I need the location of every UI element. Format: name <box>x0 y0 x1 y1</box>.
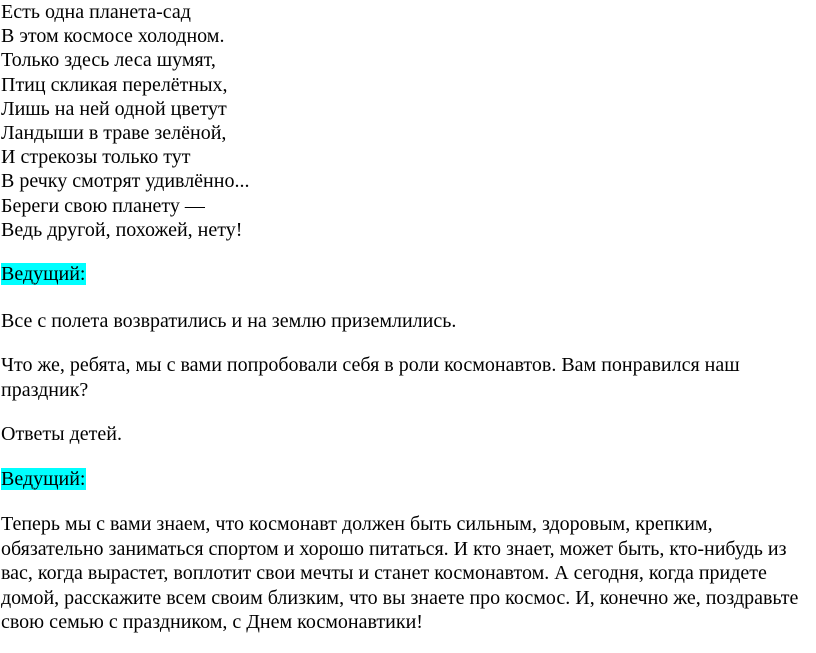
poem-line: Только здесь леса шумят, <box>1 49 216 72</box>
poem-line: Ведь другой, похожей, нету! <box>1 218 243 241</box>
poem-line: Птиц скликая перелётных, <box>1 73 228 96</box>
closing-paragraph: Теперь мы с вами знаем, что космонавт должен быть сильным, здоровым, крепким, обязательно заниматься спортом и хорошо питаться. И кто знает, может быть, кто-нибудь из вас, когда вырастет, воплотит свои мечты и станет космонавтом. А сегодня, когда придете домой, расскажите всем своим близким, что вы знаете про космос. И, конечно же, поздравьте свою семью с праздником, с Днем космонавтики! <box>1 513 799 633</box>
speaker-label: Ведущий: <box>1 263 86 285</box>
return-paragraph: Все с полета возвратились и на землю приземлились. <box>1 310 457 332</box>
poem-line: Ландыши в траве зелёной, <box>1 122 227 145</box>
speaker-label: Ведущий: <box>1 468 86 490</box>
poem-line: Береги свою планету — <box>1 194 205 217</box>
poem-line: В речку смотрят удивлённо... <box>1 170 250 193</box>
question-paragraph: Что же, ребята, мы с вами попробовали себя в роли космонавтов. Вам понравился наш праздник? <box>1 354 740 401</box>
poem-line: И стрекозы только тут <box>1 146 191 169</box>
poem-line: Есть одна планета-сад <box>1 1 191 23</box>
poem-line: Лишь на ней одной цветут <box>1 97 227 120</box>
speaker-paragraph-2 <box>1 467 813 492</box>
answers-paragraph: Ответы детей. <box>1 423 122 445</box>
poem-block <box>1 0 249 242</box>
speaker-paragraph-1 <box>1 262 813 287</box>
poem-line: В этом космосе холодном. <box>1 25 225 48</box>
